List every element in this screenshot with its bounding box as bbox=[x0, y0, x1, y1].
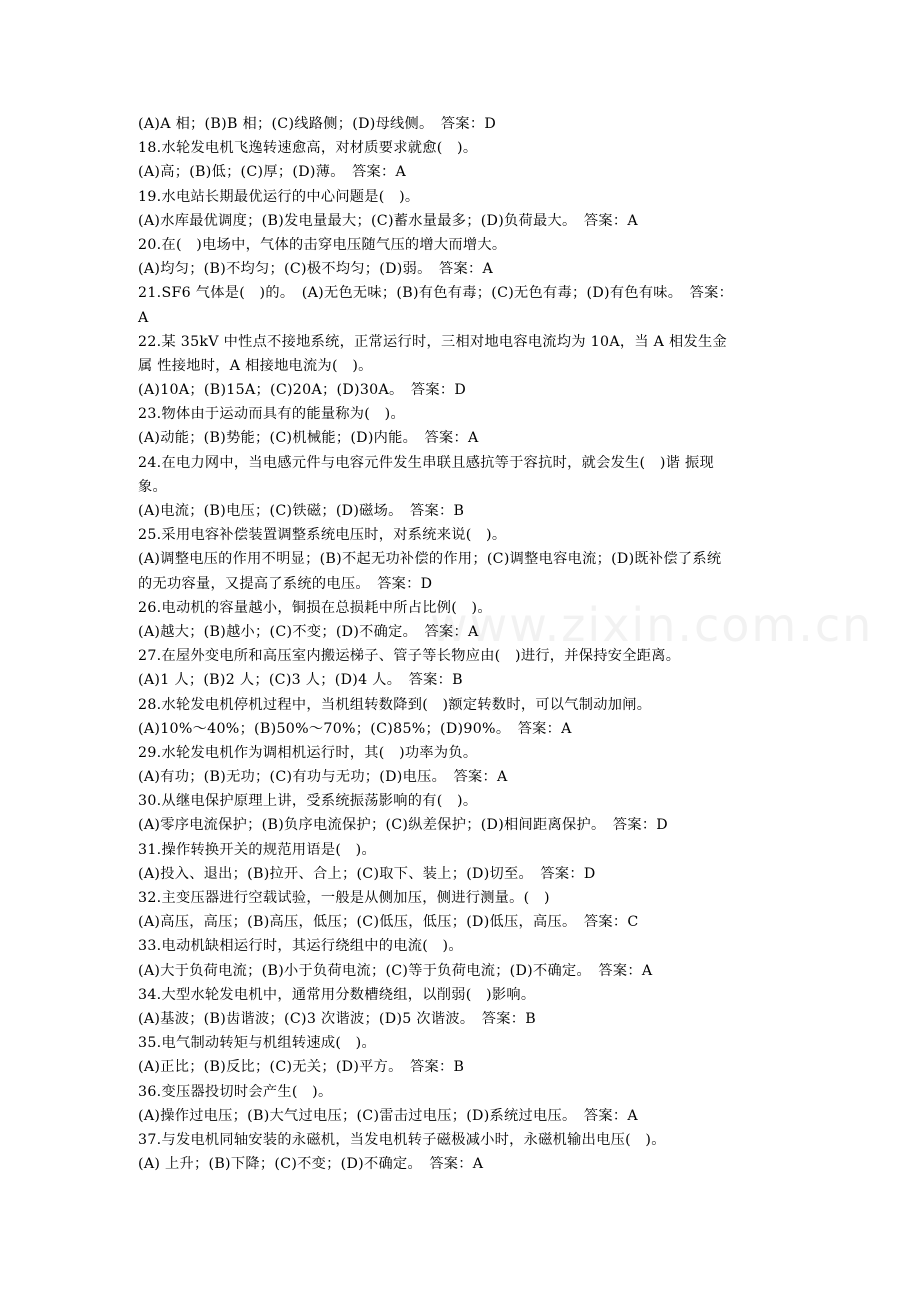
answer-options-19: (A)水库最优调度；(B)发电量最大；(C)蓄水量最多；(D)负荷最大。 答案：A bbox=[138, 212, 638, 229]
question-24: 24.在电力网中，当电感元件与电容元件发生串联且感抗等于容抗时，就会发生( )谐 振现 bbox=[138, 454, 714, 471]
question-31: 31.操作转换开关的规范用语是( )。 bbox=[138, 841, 376, 858]
question-24-cont: 象。 bbox=[138, 478, 167, 495]
answer-options-20: (A)均匀；(B)不均匀；(C)极不均匀；(D)弱。 答案：A bbox=[138, 261, 494, 278]
answer-options-30: (A)零序电流保护；(B)负序电流保护；(C)纵差保护；(D)相间距离保护。 答案：D bbox=[138, 817, 668, 834]
watermark: www.zixin.com.cn bbox=[430, 598, 874, 652]
answer-options-35: (A)正比；(B)反比；(C)无关；(D)平方。 答案：B bbox=[138, 1059, 465, 1076]
answer-options-36: (A)操作过电压；(B)大气过电压；(C)雷击过电压；(D)系统过电压。 答案：A bbox=[138, 1107, 638, 1124]
question-18: 18.水轮发电机飞逸转速愈高，对材质要求就愈( )。 bbox=[138, 140, 478, 157]
answer-21: A bbox=[138, 309, 149, 326]
answer-options-34: (A)基波；(B)齿谐波；(C)3 次谐波；(D)5 次谐波。 答案：B bbox=[138, 1010, 536, 1027]
question-34: 34.大型水轮发电机中，通常用分数槽绕组，以削弱( )影响。 bbox=[138, 986, 536, 1003]
answer-options-27: (A)1 人；(B)2 人；(C)3 人；(D)4 人。 答案：B bbox=[138, 672, 463, 689]
text-line: (A)A 相；(B)B 相；(C)线路侧；(D)母线侧。 答案：D bbox=[138, 116, 497, 132]
answer-options-29: (A)有功；(B)无功；(C)有功与无功；(D)电压。 答案：A bbox=[138, 769, 508, 786]
document-body bbox=[138, 112, 788, 1176]
question-35: 35.电气制动转矩与机组转速成( )。 bbox=[138, 1035, 376, 1052]
question-32: 32.主变压器进行空载试验，一般是从侧加压，侧进行测量。( ) bbox=[138, 890, 550, 906]
answer-options-31: (A)投入、退出；(B)拉开、合上；(C)取下、装上；(D)切至。 答案：D bbox=[138, 865, 596, 882]
question-23: 23.物体由于运动而具有的能量称为( )。 bbox=[138, 406, 405, 423]
question-26: 26.电动机的容量越小，铜损在总损耗中所占比例( )。 bbox=[138, 599, 492, 616]
answer-options-25: (A)调整电压的作用不明显；(B)不起无功补偿的作用；(C)调整电容电流；(D)既补偿了系统 bbox=[138, 551, 722, 568]
answer-options-23: (A)动能；(B)势能；(C)机械能；(D)内能。 答案：A bbox=[138, 430, 479, 447]
question-20: 20.在( )电场中，气体的击穿电压随气压的增大而增大。 bbox=[138, 236, 507, 253]
question-22-cont: 属 性接地时，A 相接地电流为( )。 bbox=[138, 357, 373, 374]
question-19: 19.水电站长期最优运行的中心问题是( )。 bbox=[138, 188, 420, 205]
question-25: 25.采用电容补偿装置调整系统电压时，对系统来说( )。 bbox=[138, 527, 507, 544]
answer-options-26: (A)越大；(B)越小；(C)不变；(D)不确定。 答案：A bbox=[138, 623, 479, 640]
question-29: 29.水轮发电机作为调相机运行时，其( )功率为负。 bbox=[138, 744, 478, 761]
answer-options-22: (A)10A；(B)15A；(C)20A；(D)30A。 答案：D bbox=[138, 382, 467, 399]
question-22: 22.某 35kV 中性点不接地系统，正常运行时，三相对地电容电流均为 10A，当 A 相发生金 bbox=[138, 333, 727, 350]
question-30: 30.从继电保护原理上讲，受系统振荡影响的有( )。 bbox=[138, 793, 478, 810]
answer-options-18: (A)高；(B)低；(C)厚；(D)薄。 答案：A bbox=[138, 164, 407, 181]
answer-options-24: (A)电流；(B)电压；(C)铁磁；(D)磁场。 答案：B bbox=[138, 503, 465, 519]
answer-options-37: (A) 上升；(B)下降；(C)不变；(D)不确定。 答案：A bbox=[138, 1156, 484, 1173]
question-28: 28.水轮发电机停机过程中，当机组转数降到( )额定转数时，可以气制动加闸。 bbox=[138, 696, 652, 713]
answer-options-25-cont: 的无功容量，又提高了系统的电压。 答案：D bbox=[138, 575, 433, 592]
question-36: 36.变压器投切时会产生( )。 bbox=[138, 1083, 333, 1100]
answer-options-28: (A)10%～40%；(B)50%～70%；(C)85%；(D)90%。 答案：A bbox=[138, 720, 572, 737]
question-33: 33.电动机缺相运行时，其运行绕组中的电流( )。 bbox=[138, 938, 463, 955]
answer-options-33: (A)大于负荷电流；(B)小于负荷电流；(C)等于负荷电流；(D)不确定。 答案：A bbox=[138, 962, 653, 979]
question-21: 21.SF6 气体是( )的。 (A)无色无味；(B)有色有毒；(C)无色有毒；(D)有色有味。 答案： bbox=[138, 285, 734, 302]
question-27: 27.在屋外变电所和高压室内搬运梯子、管子等长物应由( )进行，并保持安全距离。 bbox=[138, 648, 681, 665]
answer-options-32: (A)高压，高压；(B)高压，低压；(C)低压，低压；(D)低压，高压。 答案：C bbox=[138, 914, 639, 931]
question-37: 37.与发电机同轴安装的永磁机，当发电机转子磁极减小时，永磁机输出电压( )。 bbox=[138, 1131, 666, 1148]
